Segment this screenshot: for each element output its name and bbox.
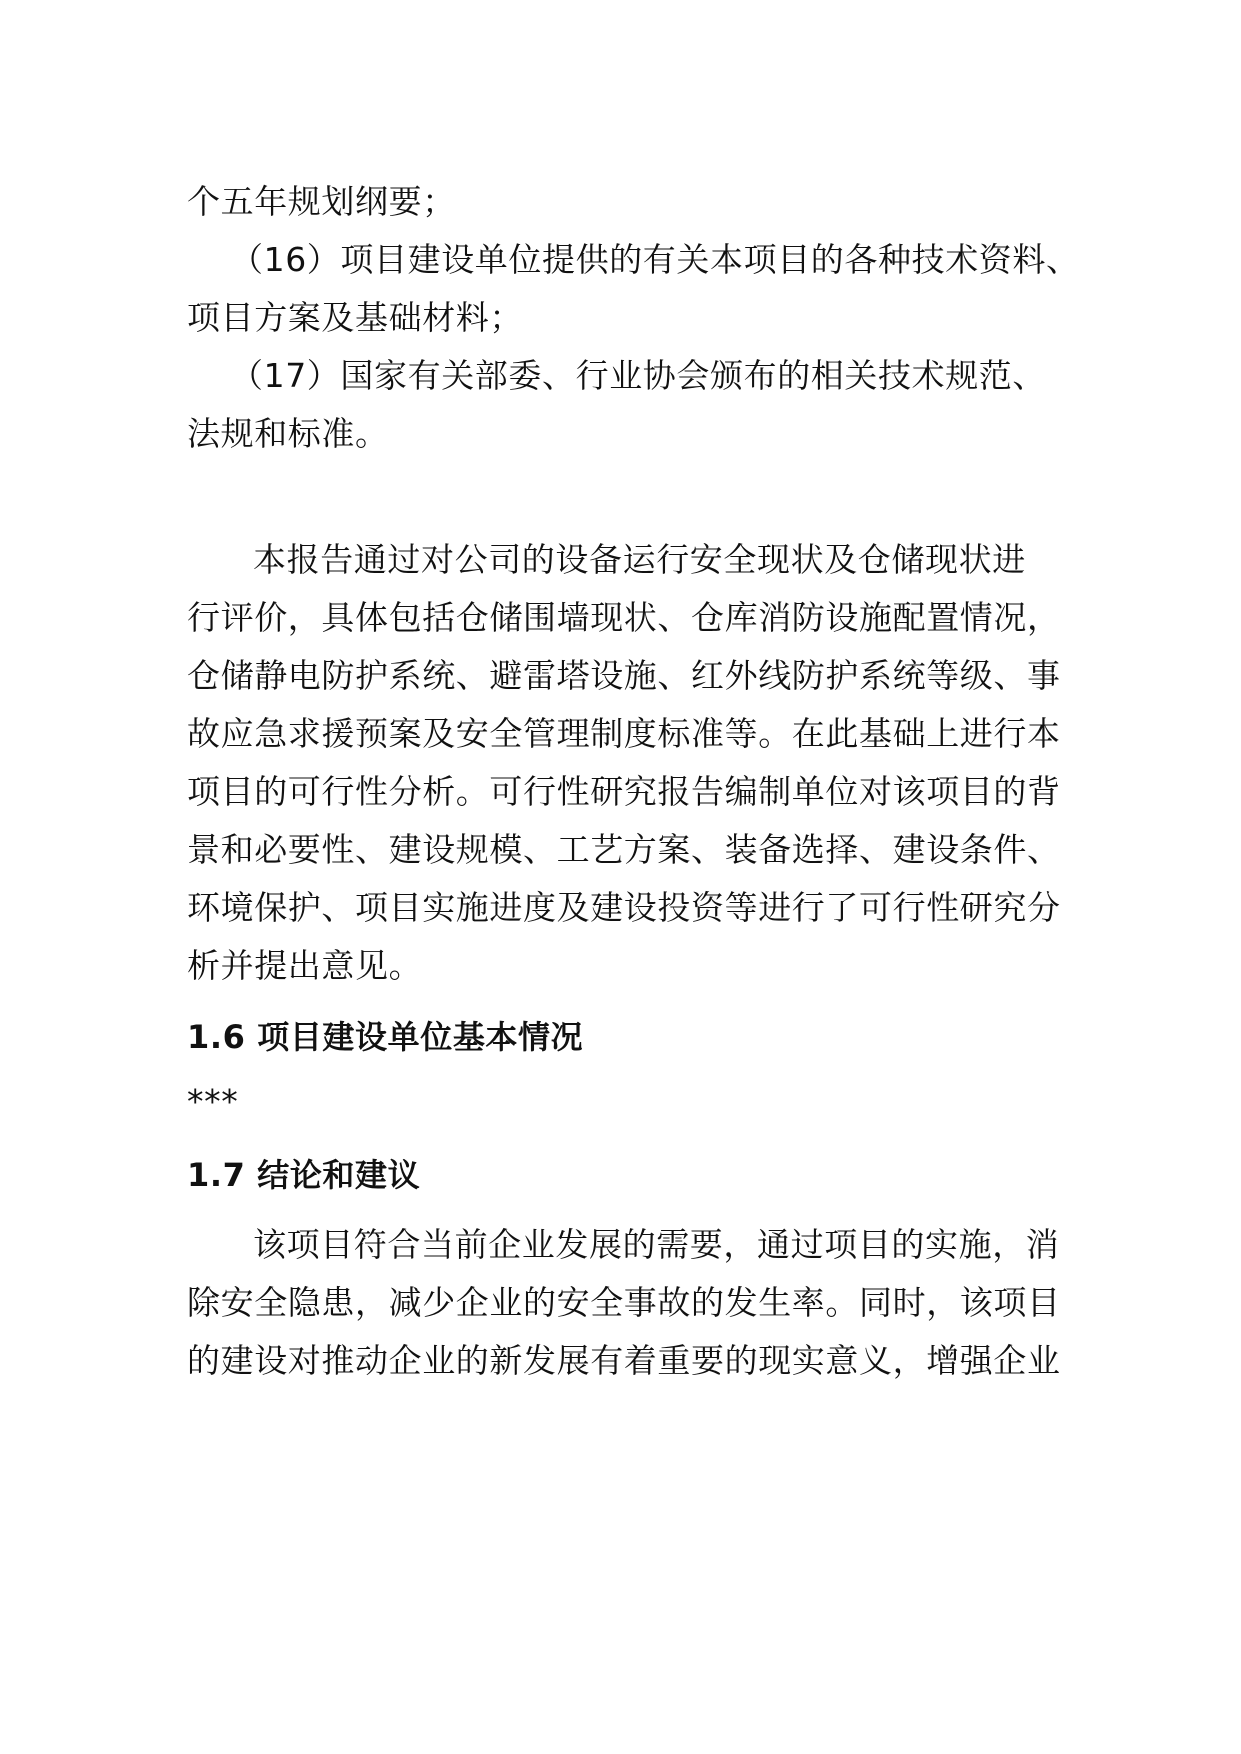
- text-line: 法规和标准。: [187, 414, 389, 453]
- text-line: 个五年规划纲要；: [187, 182, 456, 221]
- summary-line: 景和必要性、建设规模、工艺方案、装备选择、建设条件、: [187, 830, 1061, 869]
- conclusion-line: 该项目符合当前企业发展的需要，通过项目的实施，消: [253, 1225, 1060, 1264]
- section-heading-1-7: 1.7 结论和建议: [187, 1156, 421, 1194]
- summary-line: 本报告通过对公司的设备运行安全现状及仓储现状进: [253, 540, 1026, 579]
- section-heading-1-6: 1.6 项目建设单位基本情况: [187, 1018, 584, 1056]
- summary-line: 析并提出意见。: [187, 946, 423, 985]
- text-line: 项目方案及基础材料；: [187, 298, 523, 337]
- summary-line: 仓储静电防护系统、避雷塔设施、红外线防护系统等级、事: [187, 656, 1061, 695]
- summary-line: 项目的可行性分析。可行性研究报告编制单位对该项目的背: [187, 772, 1061, 811]
- summary-line: 环境保护、项目实施进度及建设投资等进行了可行性研究分: [187, 888, 1061, 927]
- summary-line: 故应急求援预案及安全管理制度标准等。在此基础上进行本: [187, 714, 1061, 753]
- text-line-item-17: （17）国家有关部委、行业协会颁布的相关技术规范、: [230, 356, 1046, 395]
- section-body-1-6: ***: [187, 1082, 239, 1121]
- conclusion-line: 除安全隐患，减少企业的安全事故的发生率。同时，该项目: [187, 1283, 1061, 1322]
- text-line-item-16: （16）项目建设单位提供的有关本项目的各种技术资料、: [230, 240, 1080, 279]
- conclusion-line: 的建设对推动企业的新发展有着重要的现实意义，增强企业: [187, 1341, 1061, 1380]
- summary-line: 行评价，具体包括仓储围墙现状、仓库消防设施配置情况，: [187, 598, 1061, 637]
